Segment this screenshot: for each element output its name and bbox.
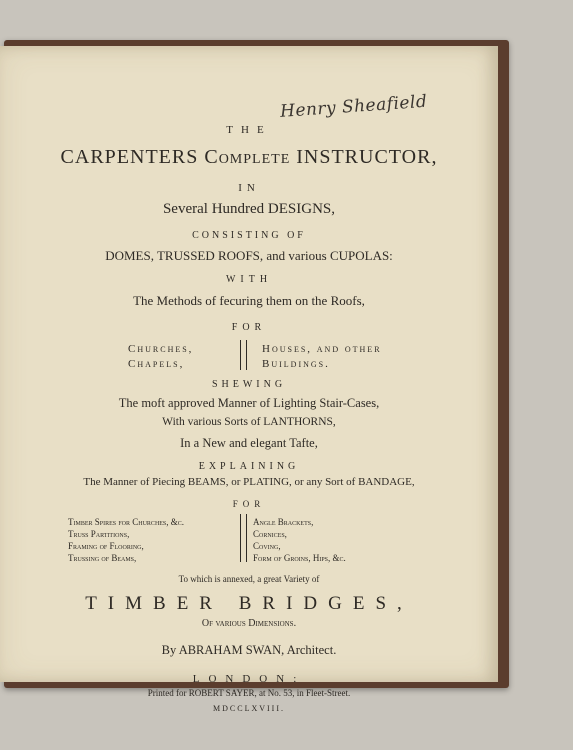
uses-right-item: Coving,: [253, 541, 281, 551]
lanthorns-line: With various Sorts of LANTHORNS,: [162, 416, 336, 428]
with-line: WITH: [225, 274, 273, 285]
author-line: By ABRAHAM SWAN, Architect.: [161, 643, 337, 657]
elegant-taste-line: In a New and elegant Tafte,: [180, 436, 318, 450]
uses-right-item: Angle Brackets,: [253, 517, 314, 527]
buildings-left-item: Chapels,: [128, 358, 185, 370]
title-page: [0, 46, 498, 713]
buildings-left-item: Churches,: [128, 343, 194, 355]
piecing-beams-line: The Manner of Piecing BEAMS, or PLATING, or any Sort of BANDAGE,: [83, 476, 415, 488]
title-article: THE: [226, 124, 272, 136]
main-title: CARPENTERS Complete INSTRUCTOR,: [60, 146, 438, 168]
buildings-right-item: Buildings.: [262, 358, 330, 370]
consisting-of-line: CONSISTING OF: [192, 230, 306, 241]
uses-right-column: [253, 516, 346, 564]
buildings-right-column: [262, 342, 382, 372]
uses-left-column: [68, 516, 184, 564]
handwritten-signature: Henry Sheafield: [279, 91, 428, 122]
domes-line: DOMES, TRUSSED ROOFS, and various CUPOLAS:: [105, 248, 393, 263]
title-in: IN: [238, 182, 260, 194]
column-divider: [240, 340, 247, 370]
annexed-line: To which is annexed, a great Variety of: [178, 574, 320, 584]
imprint-printer: Printed for ROBERT SAYER, at No. 53, in Fleet-Street.: [147, 688, 351, 698]
imprint-date: MDCCLXVIII.: [213, 704, 285, 713]
imprint-city: LONDON:: [192, 673, 306, 685]
uses-right-item: Form of Groins, Hips, &c.: [253, 553, 346, 563]
uses-right-item: Cornices,: [253, 529, 287, 539]
shewing-line: SHEWING: [211, 379, 287, 390]
several-designs-line: Several Hundred DESIGNS,: [162, 201, 336, 217]
explaining-line: EXPLAINING: [198, 461, 300, 472]
for-line-1: FOR: [231, 322, 267, 333]
column-divider: [240, 514, 247, 562]
for-line-2: FOR: [232, 499, 266, 509]
uses-left-item: Framing of Flooring,: [68, 541, 144, 551]
timber-bridges-heading: TIMBER BRIDGES,: [85, 593, 413, 614]
uses-left-item: Truss Partitions,: [68, 529, 130, 539]
approved-manner-line: The moft approved Manner of Lighting Stair-Cases,: [118, 396, 380, 410]
dimensions-line: Of various Dimensions.: [201, 618, 297, 629]
buildings-left-column: [128, 342, 193, 372]
buildings-right-item: Houses, and other: [262, 343, 382, 355]
uses-left-item: Trussing of Beams,: [68, 553, 137, 563]
methods-line: The Methods of fecuring them on the Roofs,: [133, 293, 365, 308]
uses-left-item: Timber Spires for Churches, &c.: [68, 517, 185, 527]
